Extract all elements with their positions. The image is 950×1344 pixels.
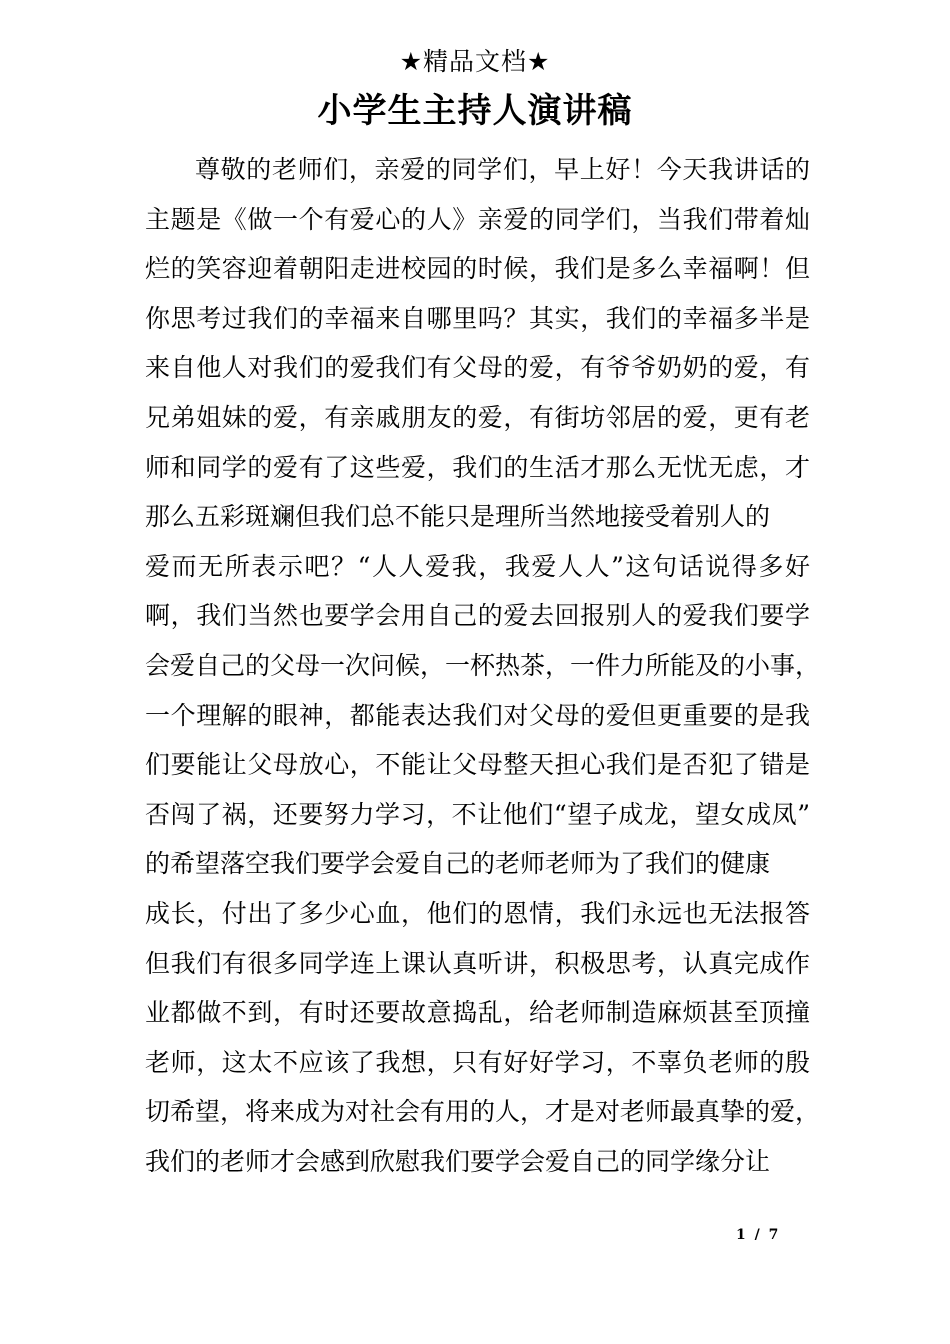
body-line: 那么五彩斑斓但我们总不能只是理所当然地接受着别人的 [145, 502, 771, 532]
body-line: 们要能让父母放心，不能让父母整天担心我们是否犯了错是 [145, 750, 810, 780]
body-line: 主题是《做一个有爱心的人》亲爱的同学们，当我们带着灿 [145, 204, 810, 234]
body-line: 尊敬的老师们，亲爱的同学们，早上好！今天我讲话的 [195, 155, 810, 184]
body-line: 我们的老师才会感到欣慰我们要学会爱自己的同学缘分让 [145, 1146, 771, 1176]
body-line: 老师，这太不应该了我想，只有好好学习，不辜负老师的殷 [145, 1047, 810, 1077]
body-line: 但我们有很多同学连上课认真听讲，积极思考，认真完成作 [145, 948, 810, 978]
body-line: 否闯了祸，还要努力学习，不让他们“望子成龙，望女成凤” [145, 799, 810, 829]
body-line: 一个理解的眼神，都能表达我们对父母的爱但更重要的是我 [145, 700, 810, 730]
body-line: 兄弟姐妹的爱，有亲戚朋友的爱，有街坊邻居的爱，更有老 [145, 402, 810, 432]
body-line: 师和同学的爱有了这些爱，我们的生活才那么无忧无虑，才 [145, 452, 810, 482]
body-line: 来自他人对我们的爱我们有父母的爱，有爷爷奶奶的爱，有 [145, 353, 810, 383]
body-line: 业都做不到，有时还要故意捣乱，给老师制造麻烦甚至顶撞 [145, 998, 810, 1028]
body-line: 的希望落空我们要学会爱自己的老师老师为了我们的健康 [145, 849, 771, 879]
page-header: ★精品文档★ [399, 47, 551, 76]
body-text [145, 145, 821, 1186]
page-number: 1 / 7 [736, 1227, 781, 1243]
body-line: 成长，付出了多少心血，他们的恩情，我们永远也无法报答 [145, 898, 810, 928]
body-line: 烂的笑容迎着朝阳走进校园的时候，我们是多么幸福啊！但 [145, 254, 810, 284]
body-line: 你思考过我们的幸福来自哪里吗？其实，我们的幸福多半是 [145, 303, 810, 333]
body-line: 切希望，将来成为对社会有用的人，才是对老师最真挚的爱， [145, 1097, 821, 1127]
body-line: 啊，我们当然也要学会用自己的爱去回报别人的爱我们要学 [145, 601, 810, 631]
document-title: 小学生主持人演讲稿 [317, 91, 633, 131]
body-line: 爱而无所表示吧？“人人爱我，我爱人人”这句话说得多好 [145, 551, 810, 581]
body-line: 会爱自己的父母一次问候，一杯热茶，一件力所能及的小事， [145, 650, 821, 680]
